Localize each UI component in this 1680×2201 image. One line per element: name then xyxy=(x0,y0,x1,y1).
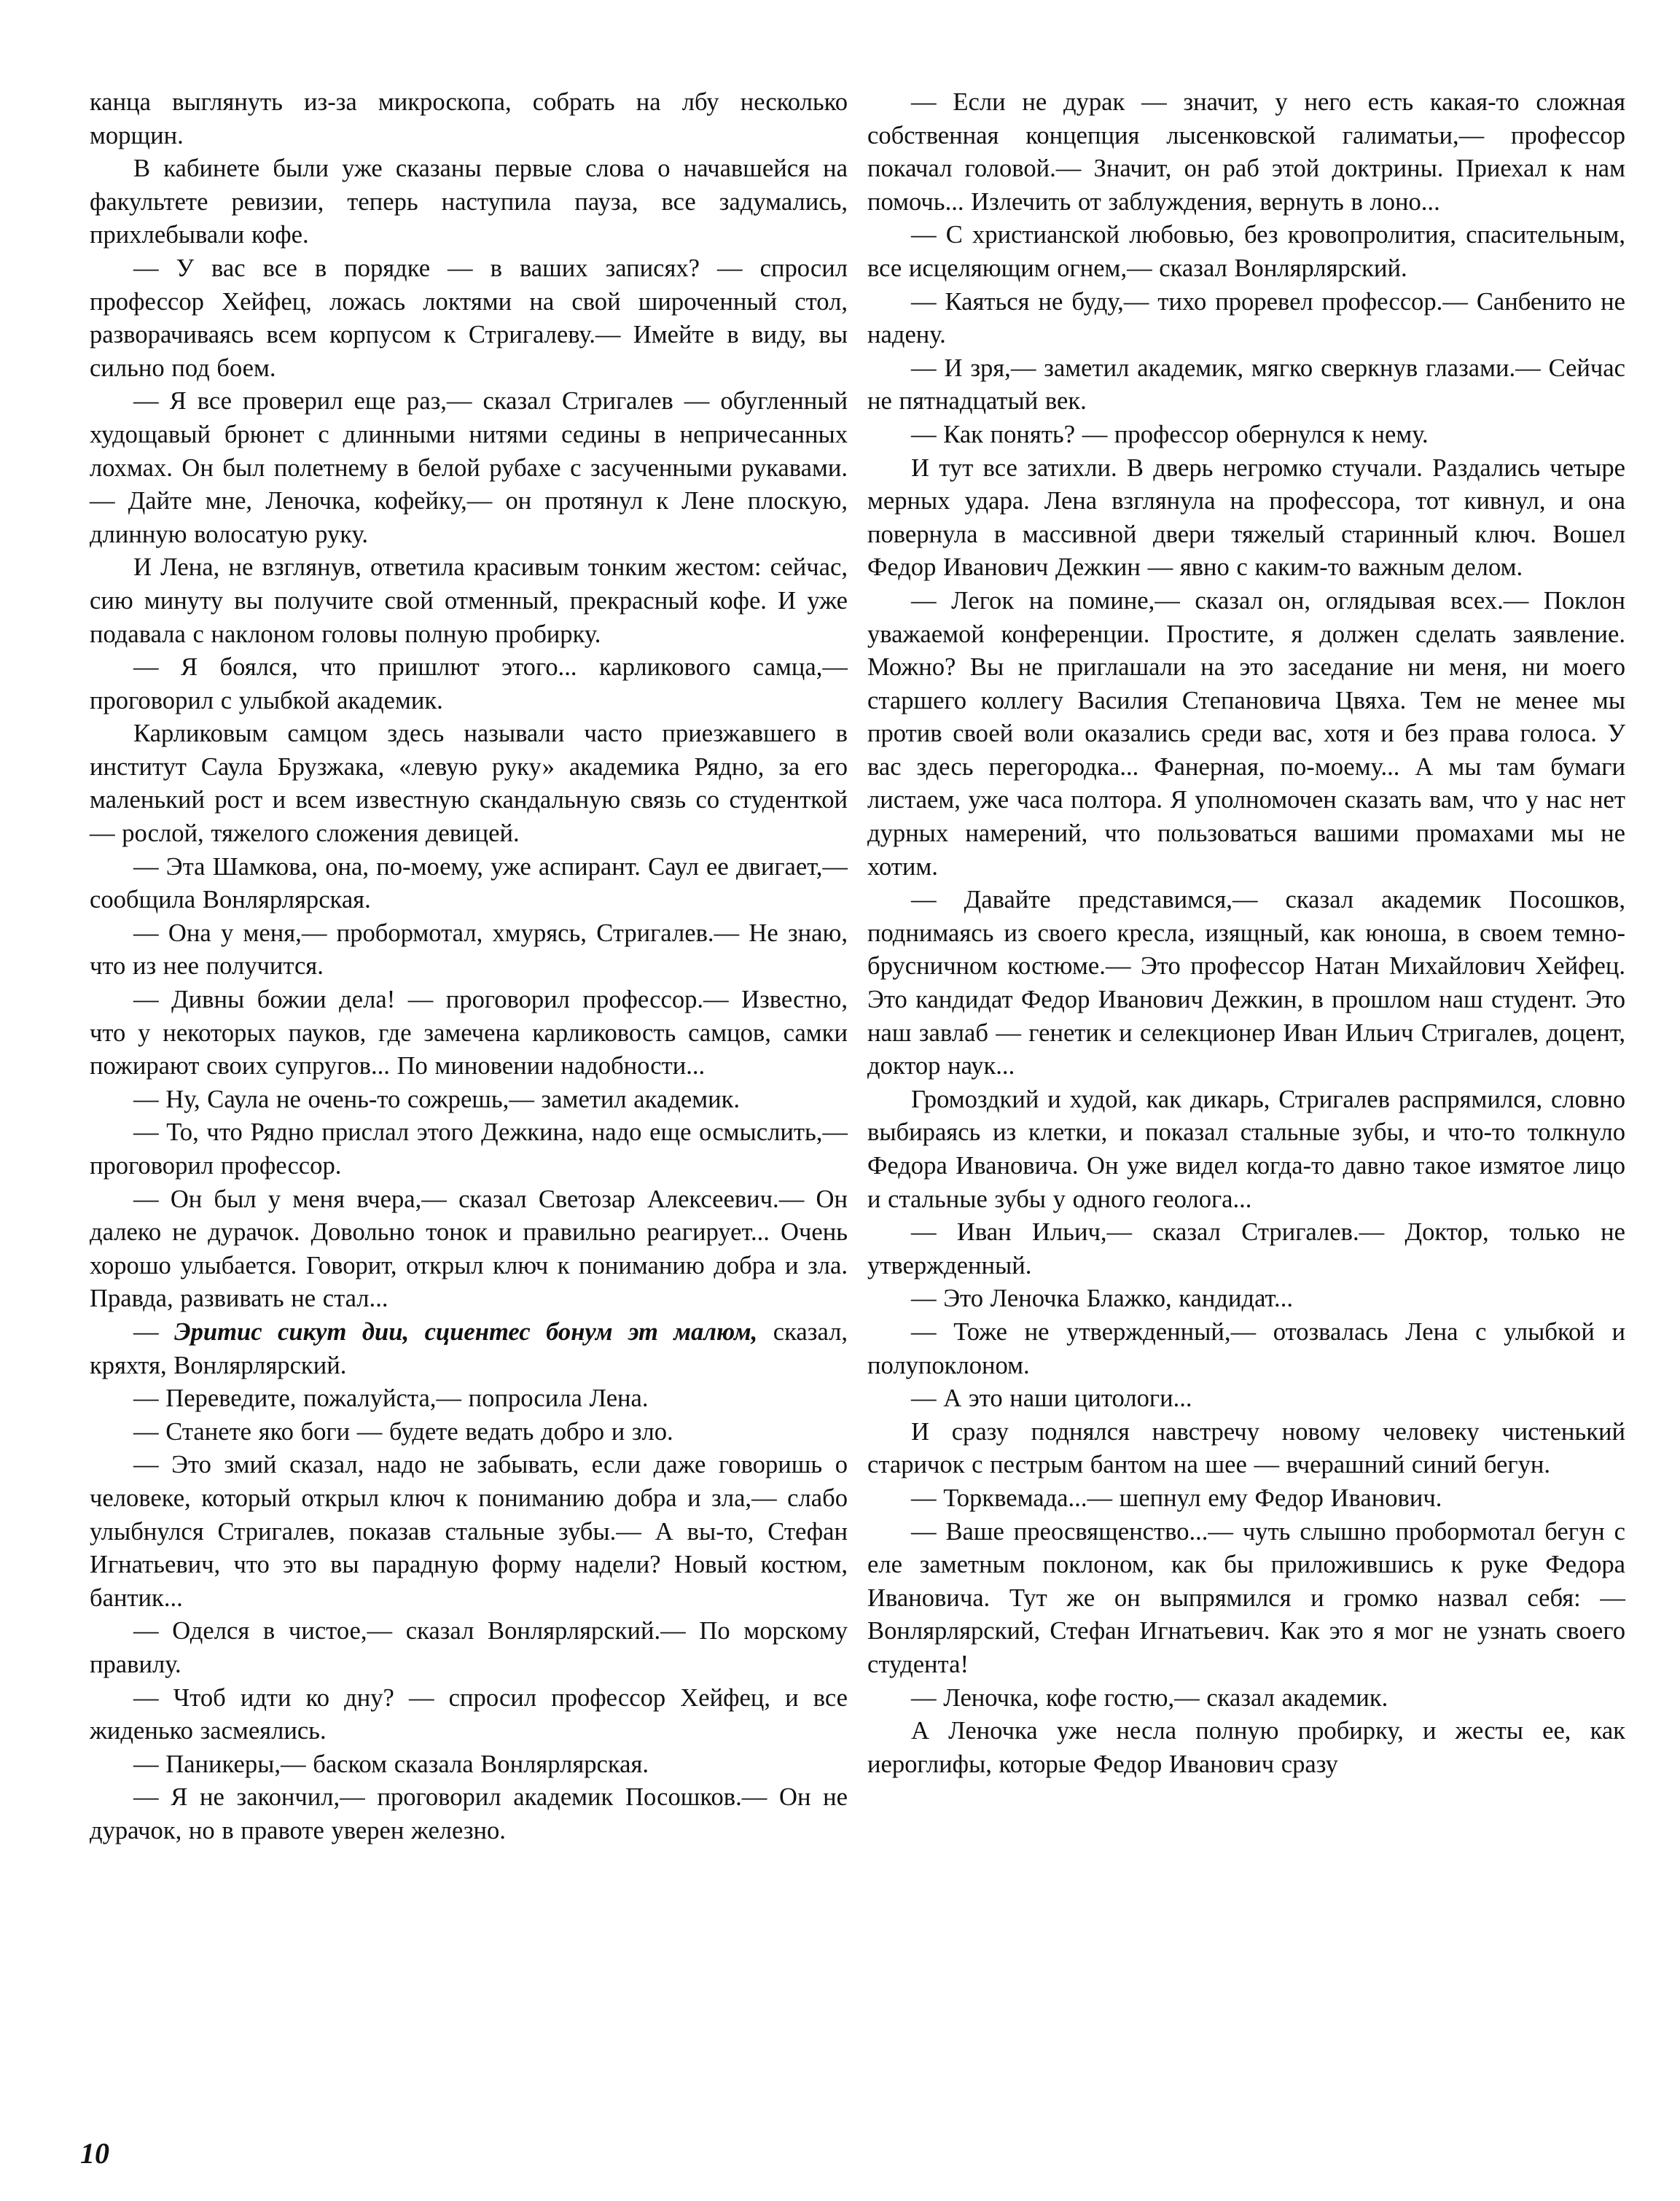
paragraph: И Лена, не взглянув, ответила красивым тонким жестом: сейчас, сию минуту вы получите свой отменный, прекрасный кофе. И уже подавала с наклоном головы полную пробирку. xyxy=(90,553,848,648)
paragraph: — Я не закончил,— проговорил академик Посошков.— Он не дурачок, но в правоте уверен железно. xyxy=(90,1783,848,1844)
paragraph: — Леночка, кофе гостю,— сказал академик. xyxy=(911,1683,1388,1712)
paragraph-latin-quote: — Эритис сикут дии, сциентес бонум эт малюм, сказал, кряхтя, Вонлярлярский. xyxy=(90,1317,848,1379)
paragraph: — Переведите, пожалуйста,— попросила Лена. xyxy=(133,1384,649,1413)
paragraph: И тут все затихли. В дверь негромко стучали. Раздались четыре мерных удара. Лена взглянула на профессора, тот кивнул, и она повернула в массивной двери тяжелый старинный ключ. Вошел Федор Иванович Дежкин — явно с каким-то важным делом. xyxy=(867,453,1625,582)
paragraph: — Легок на помине,— сказал он, оглядывая всех.— Поклон уважаемой конференции. Простите, я должен сделать заявление. Можно? Вы не приглашали на это заседание ни меня, ни моего старшего коллегу Василия Степановича Цвяха. Тем не менее мы против своей воли оказались среди вас, хотя и без права голоса. У вас здесь перегородка... Фанерная, по-моему... А мы там бумаги листаем, уже часа полтора. Я уполномочен сказать вам, что у нас нет дурных намерений, что пользоваться вашими промахами мы не хотим. xyxy=(867,586,1625,881)
paragraph: — Чтоб идти ко дну? — спросил профессор Хейфец, и все жиденько засмеялись. xyxy=(90,1683,848,1745)
paragraph: — У вас все в порядке — в ваших записях? — спросил профессор Хейфец, ложась локтями на свой широченный стол, разворачиваясь всем корпусом к Стригалеву.— Имейте в виду, вы сильно под боем. xyxy=(90,254,848,382)
paragraph: — А это наши цитологи... xyxy=(911,1384,1192,1413)
italic-latin-phrase: Эритис сикут дии, сциентес бонум эт малюм, xyxy=(174,1317,758,1346)
paragraph: — Тоже не утвержденный,— отозвалась Лена с улыбкой и полупоклоном. xyxy=(867,1317,1625,1379)
paragraph: — Если не дурак — значит, у него есть какая-то сложная собственная концепция лысенковской галиматьи,— профессор покачал головой.— Значит, он раб этой доктрины. Приехал к нам помочь... Излечить от заблуждения, вернуть в лоно... xyxy=(867,88,1625,216)
paragraph: — С христианской любовью, без кровопролития, спасительным, все исцеляющим огнем,— сказал Вонлярлярский. xyxy=(867,221,1625,282)
right-column xyxy=(867,86,1625,1781)
left-column xyxy=(90,86,848,1847)
paragraph: — И зря,— заметил академик, мягко сверкнув глазами.— Сейчас не пятнадцатый век. xyxy=(867,354,1625,416)
paragraph: Громоздкий и худой, как дикарь, Стригалев распрямился, словно выбираясь из клетки, и показал стальные зубы, и что-то толкнуло Федора Ивановича. Он уже видел когда-то давно такое измятое лицо и стальные зубы у одного геолога... xyxy=(867,1085,1625,1213)
paragraph: — Ваше преосвященство...— чуть слышно пробормотал бегун с еле заметным поклоном, как бы приложившись к руке Федора Ивановича. Тут же он выпрямился и громко назвал себя: — Вонлярлярский, Стефан Игнатьевич. Как это я мог не узнать своего студента! xyxy=(867,1517,1625,1678)
paragraph: Карликовым самцом здесь называли часто приезжавшего в институт Саула Брузжака, «левую руку» академика Рядно, за его маленький рост и всем известную скандальную связь со студенткой — рослой, тяжелого сложения девицей. xyxy=(90,720,848,848)
paragraph: — Оделся в чистое,— сказал Вонлярлярский.— По морскому правилу. xyxy=(90,1617,848,1678)
paragraph: — Она у меня,— пробормотал, хмурясь, Стригалев.— Не знаю, что из нее получится. xyxy=(90,919,848,981)
paragraph: — Станете яко боги — будете ведать добро и зло. xyxy=(133,1417,673,1446)
paragraph: — Эта Шамкова, она, по-моему, уже аспирант. Саул ее двигает,— сообщила Вонлярлярская. xyxy=(90,852,848,914)
paragraph: — Дивны божии дела! — проговорил профессор.— Известно, что у некоторых пауков, где замечена карликовость самцов, самки пожирают своих супругов... По миновении надобности... xyxy=(90,986,848,1080)
paragraph: — Это змий сказал, надо не забывать, если даже говоришь о человеке, который открыл ключ к пониманию добра и зла,— слабо улыбнулся Стригалев, показав стальные зубы.— А вы-то, Стефан Игнатьевич, что это вы парадную форму надели? Новый костюм, бантик... xyxy=(90,1451,848,1612)
page-number: 10 xyxy=(80,2137,109,2170)
paragraph: — Давайте представимся,— сказал академик Посошков, поднимаясь из своего кресла, изящный, как юноша, в своем темно-брусничном костюме.— Это профессор Натан Михайлович Хейфец. Это кандидат Федор Иванович Дежкин, в прошлом наш студент. Это наш завлаб — генетик и селекционер Иван Ильич Стригалев, доцент, доктор наук... xyxy=(867,886,1625,1080)
paragraph: — То, что Рядно прислал этого Дежкина, надо еще осмыслить,— проговорил профессор. xyxy=(90,1118,848,1180)
paragraph: — Каяться не буду,— тихо проревел профессор.— Санбенито не надену. xyxy=(867,287,1625,349)
paragraph: — Торквемада...— шепнул ему Федор Иванович. xyxy=(911,1484,1442,1512)
paragraph: — Я все проверил еще раз,— сказал Стригалев — обугленный худощавый брюнет с длинными нитями седины в непричесанных лохмах. Он был полетнему в белой рубахе с засученными рукавами.— Дайте мне, Леночка, кофейку,— он протянул к Лене плоскую, длинную волосатую руку. xyxy=(90,387,848,548)
paragraph: — Паникеры,— баском сказала Вонлярлярская. xyxy=(133,1750,649,1778)
paragraph: — Иван Ильич,— сказал Стригалев.— Доктор, только не утвержденный. xyxy=(867,1218,1625,1279)
paragraph: — Я боялся, что пришлют этого... карликового самца,— проговорил с улыбкой академик. xyxy=(90,653,848,714)
paragraph: — Это Леночка Блажко, кандидат... xyxy=(911,1285,1293,1313)
paragraph: И сразу поднялся навстречу новому человеку чистенький старичок с пестрым бантом на шее — вчерашний синий бегун. xyxy=(867,1417,1625,1479)
paragraph: А Леночка уже несла полную пробирку, и жесты ее, как иероглифы, которые Федор Иванович сразу xyxy=(867,1717,1625,1778)
paragraph: В кабинете были уже сказаны первые слова о начавшейся на факультете ревизии, теперь наступила пауза, все задумались, прихлебывали кофе. xyxy=(90,155,848,249)
paragraph: — Ну, Саула не очень-то сожрешь,— заметил академик. xyxy=(133,1085,741,1113)
paragraph: канца выглянуть из-за микроскопа, собрать на лбу несколько морщин. xyxy=(90,88,848,149)
paragraph: — Он был у меня вчера,— сказал Светозар Алексеевич.— Он далеко не дурачок. Довольно тонок и правильно реагирует... Очень хорошо улыбается. Говорит, открыл ключ к пониманию добра и зла. Правда, развивать не стал... xyxy=(90,1185,848,1313)
paragraph: — Как понять? — профессор обернулся к нему. xyxy=(911,420,1429,448)
